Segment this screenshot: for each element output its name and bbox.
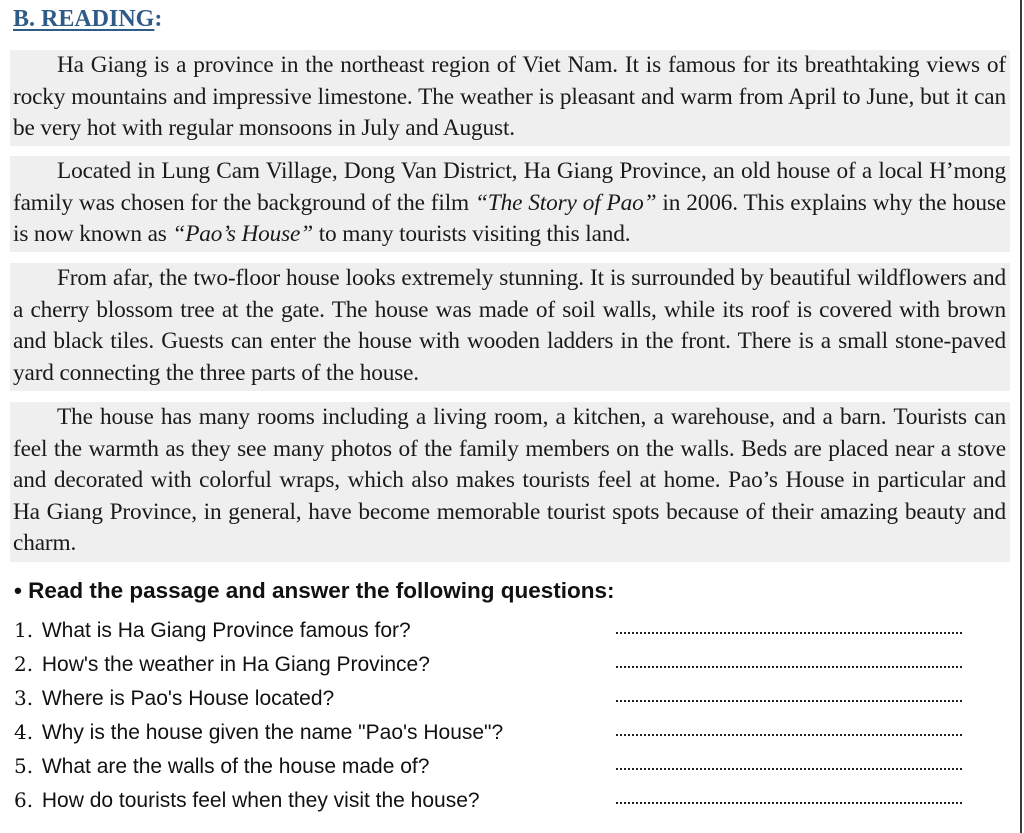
answer-line[interactable] xyxy=(616,732,962,736)
house-name: “Pao’s House” xyxy=(172,221,314,247)
section-title xyxy=(13,6,162,33)
question-number: 6. xyxy=(14,788,34,812)
question-text: How's the weather in Ha Giang Province? xyxy=(41,653,430,676)
question-item xyxy=(14,652,974,686)
section-title-colon: : xyxy=(154,6,163,32)
question-number: 1. xyxy=(14,618,34,642)
answer-line[interactable] xyxy=(616,800,962,804)
question-text: What are the walls of the house made of? xyxy=(41,755,430,778)
answer-line[interactable] xyxy=(616,698,962,702)
question-item xyxy=(14,788,974,822)
paragraph-4: The house has many rooms including a living room, a kitchen, a warehouse, and a barn. Tourists can feel the warmth as they see many photos of the family members on the walls. Beds are placed near a stove and decorated with colorful wraps, which also makes tourists feel at home. Pao’s House in particular and Ha Giang Province, in general, have become memorable tourist spots because of their amazing beauty and charm. xyxy=(10,402,1010,562)
question-text: What is Ha Giang Province famous for? xyxy=(41,619,411,642)
question-number: 4. xyxy=(14,720,34,744)
question-item xyxy=(14,686,974,720)
answer-line[interactable] xyxy=(616,630,962,634)
paragraph-2 xyxy=(10,156,1010,252)
page-border-line xyxy=(1020,0,1022,833)
question-text: How do tourists feel when they visit the house? xyxy=(41,789,480,812)
question-text: Why is the house given the name "Pao's House"? xyxy=(41,721,504,744)
reading-passage xyxy=(10,50,1010,562)
question-number: 2. xyxy=(14,652,34,676)
paragraph-3: From afar, the two-floor house looks extremely stunning. It is surrounded by beautiful wildflowers and a cherry blossom tree at the gate. The house was made of soil walls, while its roof is covered with brown and black tiles. Guests can enter the house with wooden ladders in the front. There is a small stone-paved yard connecting the three parts of the house. xyxy=(10,263,1010,391)
question-number: 5. xyxy=(14,754,34,778)
answer-line[interactable] xyxy=(616,664,962,668)
instruction-heading: • Read the passage and answer the following questions: xyxy=(14,578,615,603)
question-number: 3. xyxy=(14,686,34,710)
film-title: “The Story of Pao” xyxy=(475,189,657,216)
paragraph-2-part-c: to many tourists visiting this land. xyxy=(313,221,631,247)
question-item xyxy=(14,754,974,788)
question-item xyxy=(14,720,974,754)
paragraph-2-part-b: in 2006. This explains why the house is now known as xyxy=(13,189,1006,247)
question-list xyxy=(14,618,974,822)
paragraph-2-part-a: Located in Lung Cam Village, Dong Van District, Ha Giang Province, an old house of a local H’mong family was chosen for the background of the film xyxy=(13,158,1006,216)
question-item xyxy=(14,618,974,652)
paragraph-1: Ha Giang is a province in the northeast region of Viet Nam. It is famous for its breathtaking views of rocky mountains and impressive limestone. The weather is pleasant and warm from April to June, but it can be very hot with regular monsoons in July and August. xyxy=(10,50,1010,146)
answer-line[interactable] xyxy=(616,766,962,770)
section-title-text: B. READING xyxy=(13,6,155,32)
question-text: Where is Pao's House located? xyxy=(41,687,335,710)
